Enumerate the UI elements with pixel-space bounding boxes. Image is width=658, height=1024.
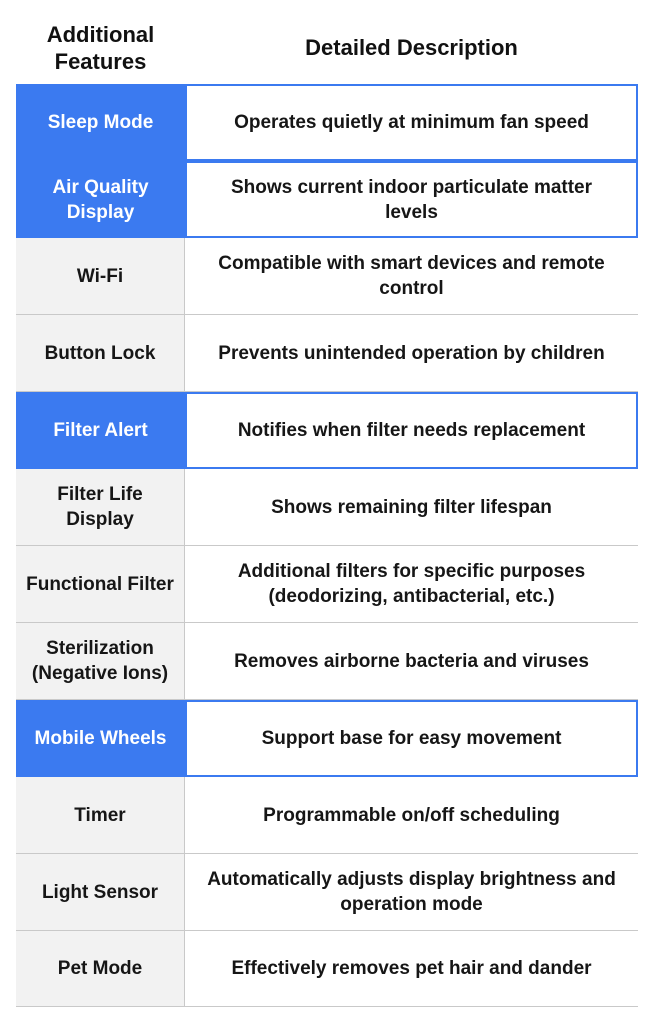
description-cell: Operates quietly at minimum fan speed [185, 84, 638, 161]
description-column-header: Detailed Description [305, 35, 518, 60]
description-cell: Effectively removes pet hair and dander [231, 958, 592, 979]
feature-cell: Filter Life Display [16, 469, 185, 545]
table-row [16, 777, 638, 854]
description-cell: Support base for easy movement [185, 700, 638, 777]
description-cell: Additional filters for specific purposes (deodorizing, antibacterial, etc.) [237, 561, 586, 607]
features-column-header: Additional Features [46, 22, 155, 74]
description-cell: Programmable on/off scheduling [263, 804, 560, 826]
description-cell: Prevents unintended operation by children [218, 342, 605, 364]
table-row [16, 392, 638, 469]
feature-cell: Functional Filter [16, 546, 185, 622]
description-cell: Automatically adjusts display brightness and operation mode [207, 869, 616, 915]
description-cell: Shows current indoor particulate matter levels [185, 161, 638, 238]
table-row [16, 546, 638, 623]
feature-cell: Mobile Wheels [16, 700, 185, 777]
feature-cell: Pet Mode [16, 931, 185, 1006]
feature-cell: Sleep Mode [16, 84, 185, 161]
feature-cell: Wi-Fi [16, 238, 185, 314]
table-row [16, 854, 638, 931]
features-table [16, 84, 638, 1007]
feature-cell: Light Sensor [16, 854, 185, 930]
table-row [16, 700, 638, 777]
table-row [16, 238, 638, 315]
feature-cell: Filter Alert [16, 392, 185, 469]
table-row [16, 623, 638, 700]
description-cell: Shows remaining filter lifespan [271, 496, 552, 518]
table-row [16, 931, 638, 1007]
table-row [16, 84, 638, 161]
table-row [16, 161, 638, 238]
table-row [16, 315, 638, 392]
feature-cell: Button Lock [16, 315, 185, 391]
feature-cell: Timer [16, 777, 185, 853]
description-cell: Notifies when filter needs replacement [185, 392, 638, 469]
table-header [16, 12, 638, 84]
description-cell: Removes airborne bacteria and viruses [234, 650, 589, 672]
description-cell: Compatible with smart devices and remote control [218, 253, 605, 299]
feature-cell: Sterilization (Negative Ions) [16, 623, 185, 699]
table-row [16, 469, 638, 546]
feature-cell: Air Quality Display [16, 161, 185, 238]
